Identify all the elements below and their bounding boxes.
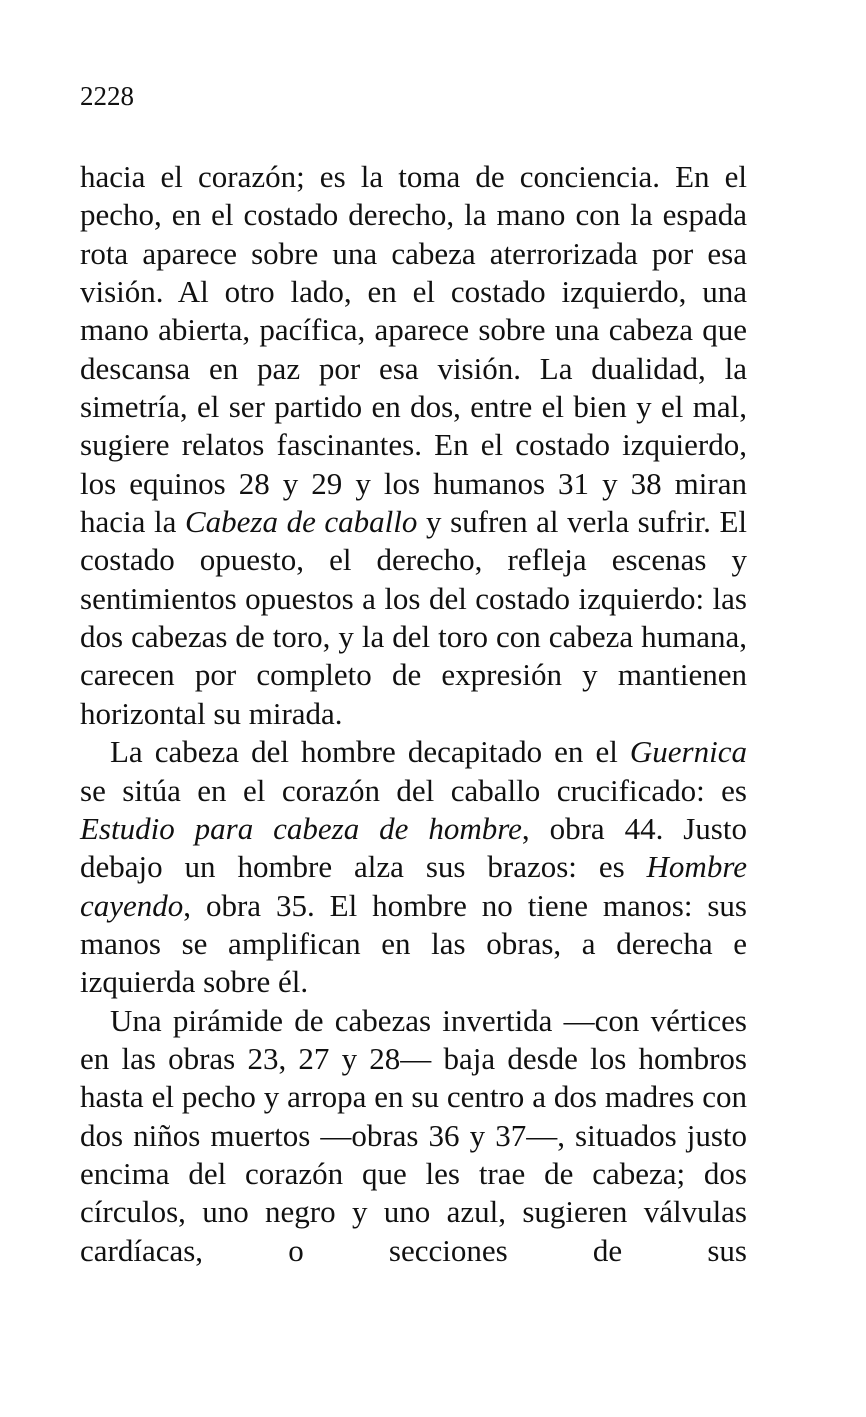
- paragraph-1-text-end: y sufren al verla sufrir. El costado opuesto, el derecho, refleja escenas y sentimientos opuestos a los del costado izquierdo: las dos cabezas de toro, y la del toro con cabeza humana, carecen por completo de expresión y mantienen horizontal su mirada.: [80, 504, 748, 731]
- body-text: [80, 158, 747, 1270]
- page-number: 2228: [80, 81, 134, 111]
- paragraph-2-part-4: , obra 35. El hombre no tiene manos: sus manos se amplifican en las obras, a derecha e izquierda sobre él.: [80, 887, 747, 1000]
- artwork-title-guernica: Guernica: [629, 734, 747, 770]
- paragraph-2-part-3: , obra 44. Justo debajo un hombre alza sus brazos: es: [80, 810, 747, 885]
- artwork-title-hombre-cayendo: Hombre cayendo: [80, 849, 747, 923]
- paragraph-3: [80, 1002, 747, 1270]
- artwork-title-estudio: Estudio para cabeza de hombre: [80, 810, 522, 846]
- paragraph-2-part-1: La cabeza del hombre decapitado en el: [110, 734, 630, 770]
- paragraph-2-part-2: se sitúa en el corazón del caballo crucificado: es: [80, 772, 747, 808]
- artwork-title-cabeza-de-caballo: Cabeza de caballo: [184, 504, 418, 540]
- paragraph-3-text: Una pirámide de cabezas invertida —con vértices en las obras 23, 27 y 28— baja desde los hombros hasta el pecho y arropa en su centro a dos madres con dos niños muertos —obras 36 y 37—, situados justo encima del corazón que les trae de cabeza; dos círculos, uno negro y uno azul, sugieren válvulas cardíacas, o secciones de sus: [80, 1002, 747, 1268]
- paragraph-1: [80, 158, 747, 733]
- paragraph-2: [80, 733, 747, 1001]
- paragraph-1-text: hacia el corazón; es la toma de conciencia. En el pecho, en el costado derecho, la mano con la espada rota aparece sobre una cabeza aterrorizada por esa visión. Al otro lado, en el costado izquierdo, una mano abierta, pacífica, aparece sobre una cabeza que descansa en paz por esa visión. La dualidad, la simetría, el ser partido en dos, entre el bien y el mal, sugiere relatos fascinantes. En el costado izquierdo, los equinos 28 y 29 y los humanos 31 y 38 miran hacia la: [80, 159, 747, 540]
